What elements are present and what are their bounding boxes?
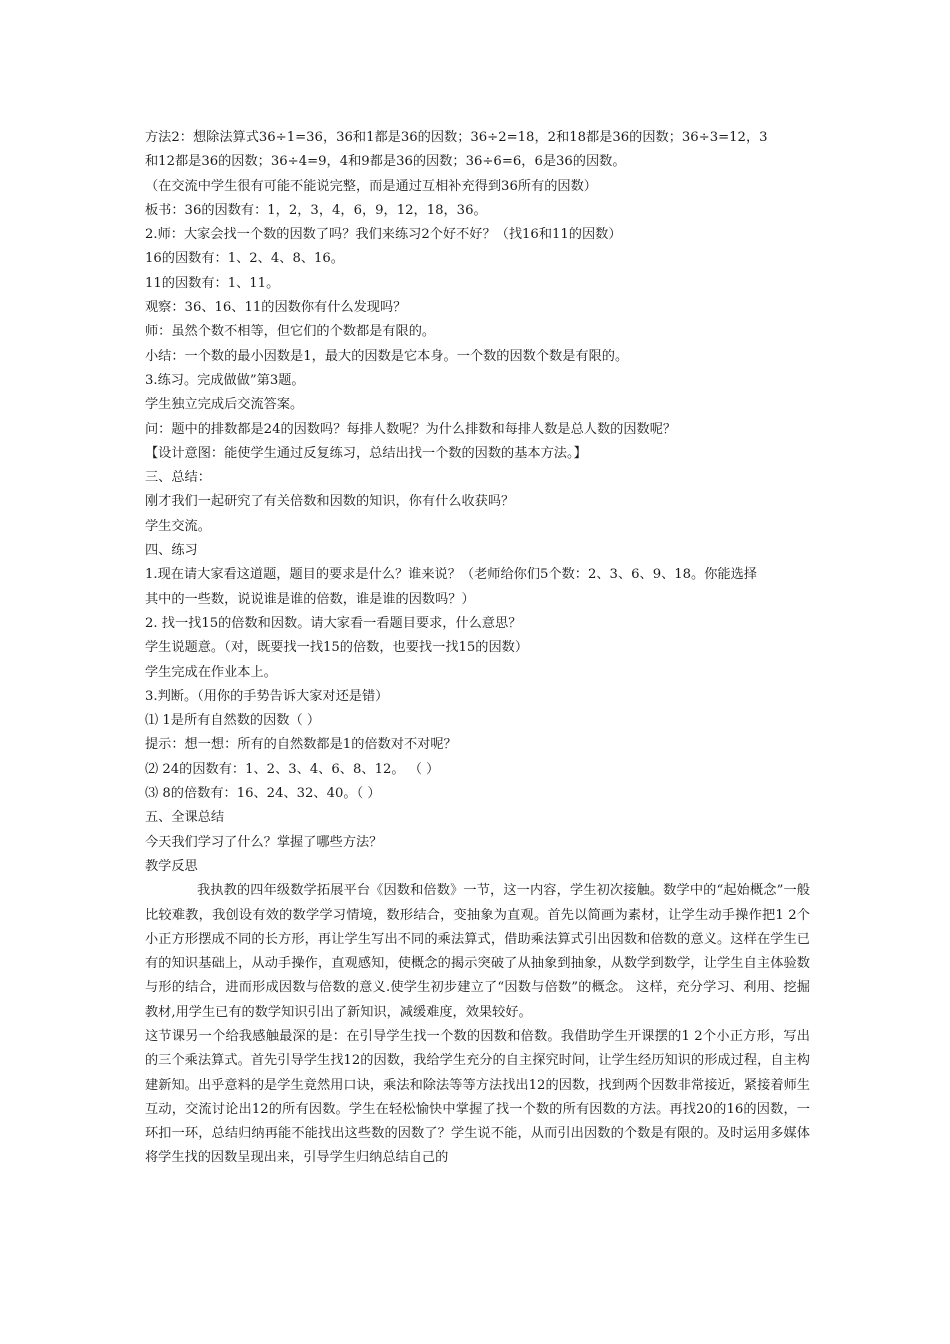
text-line: ⑴ 1是所有自然数的因数（ ） — [145, 713, 321, 729]
text-line: 2.师：大家会找一个数的因数了吗？我们来练习2个好不好？（找16和11的因数） — [145, 227, 622, 243]
section-heading: 五、全课总结 — [145, 810, 225, 826]
text-line: 提示：想一想：所有的自然数都是1的倍数对不对呢？ — [145, 737, 457, 753]
text-line: 【设计意图：能使学生通过反复练习，总结出找一个数的因数的基本方法。】 — [145, 445, 587, 461]
section-heading: 教学反思 — [145, 858, 198, 874]
text-line: 学生完成在作业本上。 — [145, 664, 277, 680]
text-line: 观察：36、16、11的因数你有什么发现吗？ — [145, 300, 407, 316]
text-line: 2. 找一找15的倍数和因数。请大家看一看题目要求，什么意思？ — [145, 615, 522, 631]
text-line: （在交流中学生很有可能不能说完整，而是通过互相补充得到36所有的因数） — [145, 178, 597, 194]
text-line: 师：虽然个数不相等，但它们的个数都是有限的。 — [145, 324, 436, 340]
section-heading: 四、练习 — [145, 543, 198, 559]
text-line: ⑶ 8的倍数有：16、24、32、40。（ ） — [145, 786, 381, 802]
reflection-paragraph: 这节课另一个给我感触最深的是：在引导学生找一个数的因数和倍数。我借助学生开课摆的1 2个小正方形，写出的三个乘法算式。首先引导学生找12的因数，我给学生充分的自主探究时间，让学生经历知识的形成过程，自主构建新知。出乎意料的是学生竟然用口诀，乘法和除法等等方法找出12的因数，找到两个因数非常接近，紧接着师生互动，交流讨论出12的所有因数。学生在轻松愉快中掌握了找一个数的所有因数的方法。再找20的16的因数，一环扣一环，总结归纳再能不能找出这些数的因数了？学生说不能，从而引出因数的个数是有限的。及时运用多媒体将学生找的因数呈现出来，引导学生归纳总结自己的 — [145, 1028, 810, 1166]
document-body — [145, 126, 810, 1171]
text-line: 学生说题意。（对，既要找一找15的倍数，也要找一找15的因数） — [145, 640, 529, 656]
text-line: 板书：36的因数有：1，2，3，4，6，9，12，18，36。 — [145, 202, 487, 218]
text-line: 和12都是36的因数；36÷4=9，4和9都是36的因数；36÷6=6，6是36的因数。 — [145, 154, 626, 170]
section-heading: 三、总结： — [145, 470, 211, 486]
text-line: 学生交流。 — [145, 518, 211, 534]
text-line: 11的因数有：1、11。 — [145, 275, 280, 291]
text-line: 方法2：想除法算式36÷1=36，36和1都是36的因数；36÷2=18，2和18都是36的因数；36÷3=12，3 — [145, 130, 768, 145]
reflection-paragraph: 我执教的四年级数学拓展平台《因数和倍数》一节，这一内容，学生初次接触。数学中的“起始概念”一般比较难教，我创设有效的数学学习情境，数形结合，变抽象为直观。首先以简画为素材，让学生动手操作把1 2个小正方形摆成不同的长方形，再让学生写出不同的乘法算式，借助乘法算式引出因数和倍数的意义。这样在学生已有的知识基础上，从动手操作，直观感知，使概念的揭示突破了从抽象到抽象，从数学到数学，让学生自主体验数与形的结合，进而形成因数与倍数的意义.使学生初步建立了“因数与倍数”的概念。 这样，充分学习、利用、挖掘教材,用学生已有的数学知识引出了新知识，减缓难度，效果较好。 — [145, 883, 810, 1020]
text-line: ⑵ 24的因数有：1、2、3、4、6、8、12。 （ ） — [145, 761, 440, 777]
text-line: 16的因数有：1、2、4、8、16。 — [145, 251, 344, 267]
text-line: 3.判断。（用你的手势告诉大家对还是错） — [145, 688, 389, 704]
text-line: 刚才我们一起研究了有关倍数和因数的知识，你有什么收获吗？ — [145, 494, 515, 510]
text-line: 小结：一个数的最小因数是1，最大的因数是它本身。一个数的因数个数是有限的。 — [145, 348, 629, 364]
text-line: 学生独立完成后交流答案。 — [145, 397, 304, 413]
text-line: 问：题中的排数都是24的因数吗？每排人数呢？为什么排数和每排人数是总人数的因数呢？ — [145, 421, 677, 437]
text-line: 其中的一些数，说说谁是谁的倍数，谁是谁的因数吗？） — [145, 591, 475, 607]
text-line: 今天我们学习了什么？掌握了哪些方法？ — [145, 834, 383, 850]
text-line: 1.现在请大家看这道题，题目的要求是什么？谁来说？（老师给你们5个数：2、3、6、9、18。你能选择 — [145, 567, 757, 583]
text-line: 3.练习。完成做做”第3题。 — [145, 372, 305, 388]
